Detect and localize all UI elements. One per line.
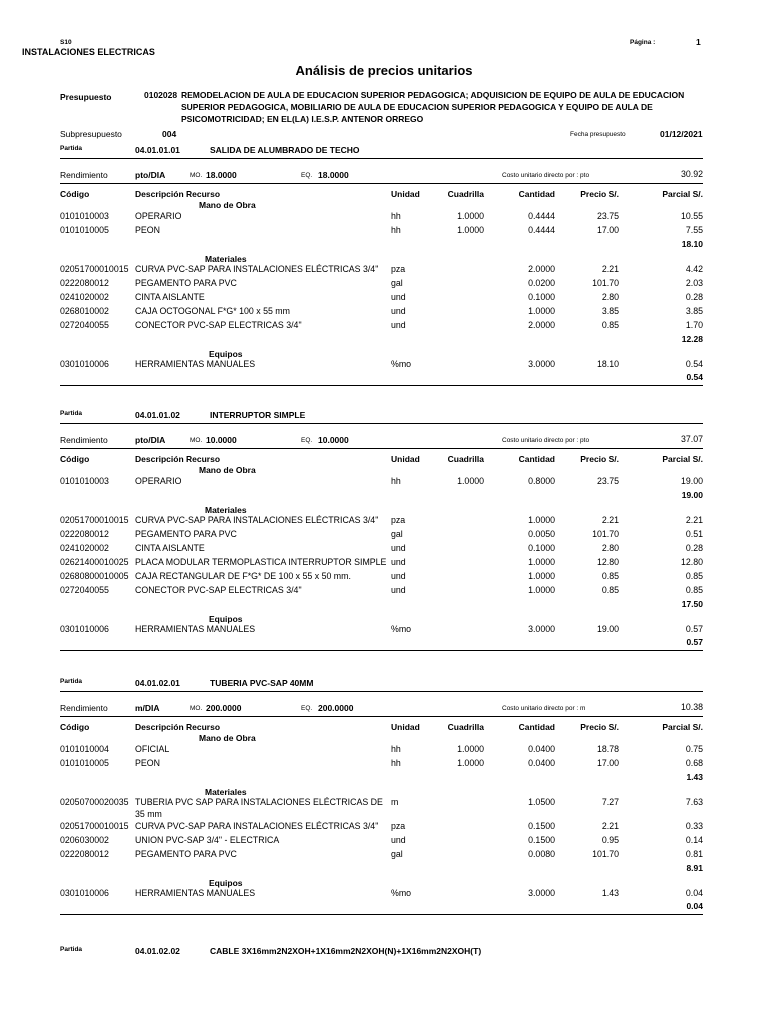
- resource-unit: hh: [391, 476, 401, 486]
- presupuesto-desc-line1: REMODELACION DE AULA DE EDUCACION SUPERIOR PEDAGOGICA; ADQUISICION DE EQUIPO DE AULA DE EDUCACION: [181, 90, 685, 100]
- subtotal-equipos: 0.54: [686, 372, 703, 382]
- resource-code: 0272040055: [60, 585, 109, 595]
- partida-name: TUBERIA PVC-SAP 40MM: [210, 678, 314, 688]
- resource-precio: 0.95: [601, 835, 619, 845]
- resource-code: 0101010003: [60, 211, 109, 221]
- resource-description: HERRAMIENTAS MANUALES: [135, 888, 256, 898]
- resource-unit: pza: [391, 821, 406, 831]
- resource-cantidad: 1.0000: [528, 515, 555, 525]
- costo-unitario-value: 30.92: [680, 169, 703, 179]
- category-equipos: Equipos: [209, 878, 243, 888]
- col-unidad: Unidad: [391, 722, 420, 732]
- resource-cuadrilla: 1.0000: [457, 744, 484, 754]
- resource-description: TUBERIA PVC SAP PARA INSTALACIONES ELÉCTRICAS DE: [135, 797, 383, 807]
- resource-cantidad: 1.0500: [528, 797, 555, 807]
- resource-description: CURVA PVC-SAP PARA INSTALACIONES ELÉCTRICAS 3/4": [135, 821, 379, 831]
- resource-cantidad: 0.0400: [528, 744, 555, 754]
- resource-code: 02050700020035: [60, 797, 129, 807]
- resource-unit: hh: [391, 211, 401, 221]
- resource-parcial: 0.51: [685, 529, 703, 539]
- presupuesto-code: 0102028: [144, 90, 178, 100]
- separator-line: [60, 448, 703, 449]
- resource-description: PEGAMENTO PARA PVC: [135, 849, 237, 859]
- subtotal-equipos: 0.04: [686, 901, 703, 911]
- resource-cantidad: 2.0000: [528, 320, 555, 330]
- last-partida-label: Partida: [60, 946, 83, 953]
- resource-unit: hh: [391, 225, 401, 235]
- subtotal-mano-de-obra: 1.43: [686, 772, 703, 782]
- resource-code: 02051700010015: [60, 515, 129, 525]
- mo-label: MO.: [190, 437, 203, 444]
- resource-cantidad: 1.0000: [528, 306, 555, 316]
- resource-cantidad: 0.0200: [528, 278, 555, 288]
- col-codigo: Código: [60, 454, 90, 464]
- page-label: Página :: [630, 39, 656, 46]
- resource-cantidad: 2.0000: [528, 264, 555, 274]
- resource-precio: 12.80: [596, 557, 619, 567]
- partida-name: SALIDA DE ALUMBRADO DE TECHO: [210, 145, 360, 155]
- rendimiento-label: Rendimiento: [60, 170, 108, 180]
- resource-precio: 0.85: [601, 320, 619, 330]
- category-equipos: Equipos: [209, 614, 243, 624]
- eq-label: EQ.: [301, 705, 313, 712]
- resource-cantidad: 0.8000: [528, 476, 555, 486]
- resource-parcial: 0.85: [685, 571, 703, 581]
- resource-precio: 3.85: [601, 306, 619, 316]
- resource-parcial: 0.04: [685, 888, 703, 898]
- resource-parcial: 0.33: [685, 821, 703, 831]
- resource-precio: 101.70: [592, 278, 619, 288]
- col-unidad: Unidad: [391, 454, 420, 464]
- resource-description: CURVA PVC-SAP PARA INSTALACIONES ELÉCTRICAS 3/4": [135, 515, 379, 525]
- resource-unit: gal: [391, 278, 403, 288]
- col-precio: Precio S/.: [580, 454, 619, 464]
- resource-precio: 101.70: [592, 849, 619, 859]
- resource-unit: %mo: [391, 359, 412, 369]
- resource-precio: 2.80: [601, 543, 619, 553]
- resource-code: 02621400010025: [60, 557, 129, 567]
- resource-precio: 23.75: [596, 476, 619, 486]
- rendimiento-unit: pto/DIA: [135, 435, 166, 445]
- category-materiales: Materiales: [205, 505, 247, 515]
- resource-unit: und: [391, 543, 406, 553]
- resource-cantidad: 0.0080: [528, 849, 555, 859]
- resource-code: 0241020002: [60, 543, 109, 553]
- last-partida-name: CABLE 3X16mm2N2XOH+1X16mm2N2XOH(N)+1X16mm2N2XOH(T): [210, 946, 482, 956]
- resource-cuadrilla: 1.0000: [457, 211, 484, 221]
- resource-cuadrilla: 1.0000: [457, 225, 484, 235]
- resource-unit: pza: [391, 515, 406, 525]
- resource-code: 0101010003: [60, 476, 109, 486]
- resource-code: 0272040055: [60, 320, 109, 330]
- col-codigo: Código: [60, 189, 90, 199]
- company-name: INSTALACIONES ELECTRICAS: [22, 47, 155, 57]
- resource-description-cont: 35 mm: [135, 809, 162, 819]
- costo-unitario-label: Costo unitario directo por : pto: [502, 172, 590, 179]
- resource-parcial: 12.80: [680, 557, 703, 567]
- separator-line: [60, 716, 703, 717]
- resource-parcial: 0.57: [685, 624, 703, 634]
- resource-parcial: 0.28: [685, 543, 703, 553]
- resource-precio: 18.10: [596, 359, 619, 369]
- page-number: 1: [696, 37, 701, 47]
- resource-unit: und: [391, 306, 406, 316]
- s10-label: S10: [60, 39, 72, 46]
- resource-precio: 2.21: [601, 821, 619, 831]
- resource-parcial: 7.63: [685, 797, 703, 807]
- resource-description: PEON: [135, 758, 160, 768]
- col-descripcion: Descripción Recurso: [135, 722, 221, 732]
- resource-precio: 0.85: [601, 585, 619, 595]
- subtotal-materiales: 8.91: [686, 863, 703, 873]
- fecha-value: 01/12/2021: [660, 129, 703, 139]
- resource-description: CURVA PVC-SAP PARA INSTALACIONES ELÉCTRICAS 3/4": [135, 264, 379, 274]
- resource-code: 0222080012: [60, 278, 109, 288]
- resource-precio: 19.00: [596, 624, 619, 634]
- mo-value: 18.0000: [206, 170, 237, 180]
- mo-value: 200.0000: [206, 703, 242, 713]
- resource-code: 0241020002: [60, 292, 109, 302]
- resource-description: PEGAMENTO PARA PVC: [135, 278, 237, 288]
- col-codigo: Código: [60, 722, 90, 732]
- resource-parcial: 0.54: [685, 359, 703, 369]
- resource-code: 0206030002: [60, 835, 109, 845]
- resource-description: PEGAMENTO PARA PVC: [135, 529, 237, 539]
- partida-code: 04.01.01.01: [135, 145, 180, 155]
- resource-code: 0301010006: [60, 888, 109, 898]
- separator-line: [60, 183, 703, 184]
- subtotal-materiales: 12.28: [681, 334, 703, 344]
- resource-unit: und: [391, 585, 406, 595]
- resource-description: OPERARIO: [135, 476, 182, 486]
- resource-code: 0268010002: [60, 306, 109, 316]
- costo-unitario-value: 10.38: [680, 702, 703, 712]
- col-cuadrilla: Cuadrilla: [447, 454, 484, 464]
- col-parcial: Parcial S/.: [662, 189, 703, 199]
- resource-unit: m: [391, 797, 399, 807]
- resource-precio: 1.43: [601, 888, 619, 898]
- subpresupuesto-label: Subpresupuesto: [60, 129, 122, 139]
- partida-name: INTERRUPTOR SIMPLE: [210, 410, 306, 420]
- resource-description: PLACA MODULAR TERMOPLASTICA INTERRUPTOR SIMPLE: [135, 557, 387, 567]
- presupuesto-desc-line2: SUPERIOR PEDAGOGICA, MOBILIARIO DE AULA DE EDUCACION SUPERIOR PEDAGOGICA Y EQUIPO DE AULA DE: [181, 102, 653, 112]
- col-cantidad: Cantidad: [518, 722, 555, 732]
- col-unidad: Unidad: [391, 189, 420, 199]
- resource-unit: hh: [391, 758, 401, 768]
- separator-line: [60, 385, 703, 386]
- resource-parcial: 2.03: [685, 278, 703, 288]
- resource-code: 0301010006: [60, 624, 109, 634]
- resource-precio: 101.70: [592, 529, 619, 539]
- resource-unit: und: [391, 320, 406, 330]
- resource-parcial: 0.81: [685, 849, 703, 859]
- eq-label: EQ.: [301, 437, 313, 444]
- costo-unitario-label: Costo unitario directo por : m: [502, 705, 586, 712]
- resource-parcial: 3.85: [685, 306, 703, 316]
- resource-unit: gal: [391, 849, 403, 859]
- resource-unit: %mo: [391, 624, 412, 634]
- resource-unit: gal: [391, 529, 403, 539]
- resource-code: 02680800010005: [60, 571, 129, 581]
- partida-code: 04.01.02.01: [135, 678, 180, 688]
- resource-description: CONECTOR PVC-SAP ELECTRICAS 3/4": [135, 320, 302, 330]
- resource-cantidad: 0.1000: [528, 292, 555, 302]
- separator-line: [60, 691, 703, 692]
- resource-description: UNION PVC-SAP 3/4" - ELECTRICA: [135, 835, 280, 845]
- resource-unit: und: [391, 835, 406, 845]
- resource-cantidad: 0.4444: [528, 211, 555, 221]
- page-title: Análisis de precios unitarios: [295, 63, 473, 78]
- resource-cuadrilla: 1.0000: [457, 758, 484, 768]
- resource-cantidad: 1.0000: [528, 557, 555, 567]
- col-cuadrilla: Cuadrilla: [447, 722, 484, 732]
- resource-description: CINTA AISLANTE: [135, 292, 205, 302]
- costo-unitario-label: Costo unitario directo por : pto: [502, 437, 590, 444]
- resource-cantidad: 0.4444: [528, 225, 555, 235]
- resource-unit: hh: [391, 744, 401, 754]
- resource-code: 0101010005: [60, 225, 109, 235]
- rendimiento-label: Rendimiento: [60, 703, 108, 713]
- resource-description: HERRAMIENTAS MANUALES: [135, 624, 256, 634]
- resource-cantidad: 3.0000: [528, 624, 555, 634]
- resource-description: HERRAMIENTAS MANUALES: [135, 359, 256, 369]
- resource-unit: und: [391, 571, 406, 581]
- col-cantidad: Cantidad: [518, 454, 555, 464]
- col-precio: Precio S/.: [580, 189, 619, 199]
- resource-parcial: 7.55: [685, 225, 703, 235]
- resource-unit: und: [391, 557, 406, 567]
- col-cantidad: Cantidad: [518, 189, 555, 199]
- subtotal-mano-de-obra: 19.00: [681, 490, 703, 500]
- category-materiales: Materiales: [205, 254, 247, 264]
- resource-precio: 17.00: [596, 758, 619, 768]
- resource-description: CINTA AISLANTE: [135, 543, 205, 553]
- resource-precio: 18.78: [596, 744, 619, 754]
- subtotal-equipos: 0.57: [686, 637, 703, 647]
- resource-code: 02051700010015: [60, 821, 129, 831]
- eq-value: 18.0000: [318, 170, 349, 180]
- mo-value: 10.0000: [206, 435, 237, 445]
- resource-unit: und: [391, 292, 406, 302]
- col-cuadrilla: Cuadrilla: [447, 189, 484, 199]
- resource-unit: pza: [391, 264, 406, 274]
- separator-line: [60, 914, 703, 915]
- subpresupuesto-code: 004: [162, 129, 177, 139]
- resource-code: 0101010004: [60, 744, 109, 754]
- resource-precio: 2.21: [601, 264, 619, 274]
- costo-unitario-value: 37.07: [680, 434, 703, 444]
- resource-parcial: 0.68: [685, 758, 703, 768]
- separator-line: [60, 423, 703, 424]
- partida-label: Partida: [60, 678, 83, 685]
- partida-label: Partida: [60, 410, 83, 417]
- resource-precio: 7.27: [601, 797, 619, 807]
- eq-value: 10.0000: [318, 435, 349, 445]
- fecha-label: Fecha presupuesto: [570, 131, 626, 138]
- resource-parcial: 19.00: [680, 476, 703, 486]
- resource-cantidad: 0.0050: [528, 529, 555, 539]
- resource-cantidad: 0.1500: [528, 821, 555, 831]
- resource-parcial: 0.85: [685, 585, 703, 595]
- resource-code: 0301010006: [60, 359, 109, 369]
- resource-cantidad: 3.0000: [528, 359, 555, 369]
- mo-label: MO.: [190, 172, 203, 179]
- resource-unit: %mo: [391, 888, 412, 898]
- resource-cantidad: 1.0000: [528, 585, 555, 595]
- resource-cuadrilla: 1.0000: [457, 476, 484, 486]
- presupuesto-desc-line3: PSICOMOTRICIDAD; EN EL(LA) I.E.S.P. ANTENOR ORREGO: [181, 114, 424, 124]
- resource-parcial: 0.75: [685, 744, 703, 754]
- resource-code: 0222080012: [60, 849, 109, 859]
- separator-line: [60, 158, 703, 159]
- resource-parcial: 1.70: [685, 320, 703, 330]
- col-precio: Precio S/.: [580, 722, 619, 732]
- rendimiento-label: Rendimiento: [60, 435, 108, 445]
- eq-label: EQ.: [301, 172, 313, 179]
- resource-parcial: 0.14: [685, 835, 703, 845]
- category-mano-de-obra: Mano de Obra: [199, 200, 256, 210]
- resource-precio: 2.21: [601, 515, 619, 525]
- category-mano-de-obra: Mano de Obra: [199, 465, 256, 475]
- category-mano-de-obra: Mano de Obra: [199, 733, 256, 743]
- presupuesto-label: Presupuesto: [60, 92, 112, 102]
- resource-code: 0222080012: [60, 529, 109, 539]
- category-equipos: Equipos: [209, 349, 243, 359]
- subtotal-mano-de-obra: 18.10: [681, 239, 703, 249]
- mo-label: MO.: [190, 705, 203, 712]
- last-partida-code: 04.01.02.02: [135, 946, 180, 956]
- resource-code: 0101010005: [60, 758, 109, 768]
- resource-parcial: 2.21: [685, 515, 703, 525]
- col-parcial: Parcial S/.: [662, 454, 703, 464]
- resource-precio: 23.75: [596, 211, 619, 221]
- partida-label: Partida: [60, 145, 83, 152]
- resource-precio: 2.80: [601, 292, 619, 302]
- resource-description: OFICIAL: [135, 744, 170, 754]
- resource-description: PEON: [135, 225, 160, 235]
- separator-line: [60, 650, 703, 651]
- resource-description: OPERARIO: [135, 211, 182, 221]
- resource-cantidad: 0.0400: [528, 758, 555, 768]
- resource-description: CONECTOR PVC-SAP ELECTRICAS 3/4": [135, 585, 302, 595]
- category-materiales: Materiales: [205, 787, 247, 797]
- resource-parcial: 10.55: [680, 211, 703, 221]
- resource-cantidad: 0.1000: [528, 543, 555, 553]
- resource-parcial: 0.28: [685, 292, 703, 302]
- col-descripcion: Descripción Recurso: [135, 454, 221, 464]
- resource-cantidad: 0.1500: [528, 835, 555, 845]
- rendimiento-unit: pto/DIA: [135, 170, 166, 180]
- partida-code: 04.01.01.02: [135, 410, 180, 420]
- subtotal-materiales: 17.50: [681, 599, 703, 609]
- resource-precio: 17.00: [596, 225, 619, 235]
- resource-description: CAJA OCTOGONAL F*G* 100 x 55 mm: [135, 306, 290, 316]
- resource-parcial: 4.42: [685, 264, 703, 274]
- resource-precio: 0.85: [601, 571, 619, 581]
- rendimiento-unit: m/DIA: [135, 703, 160, 713]
- resource-description: CAJA RECTANGULAR DE F*G* DE 100 x 55 x 50 mm.: [135, 571, 351, 581]
- resource-cantidad: 1.0000: [528, 571, 555, 581]
- resource-code: 02051700010015: [60, 264, 129, 274]
- eq-value: 200.0000: [318, 703, 354, 713]
- col-descripcion: Descripción Recurso: [135, 189, 221, 199]
- col-parcial: Parcial S/.: [662, 722, 703, 732]
- resource-cantidad: 3.0000: [528, 888, 555, 898]
